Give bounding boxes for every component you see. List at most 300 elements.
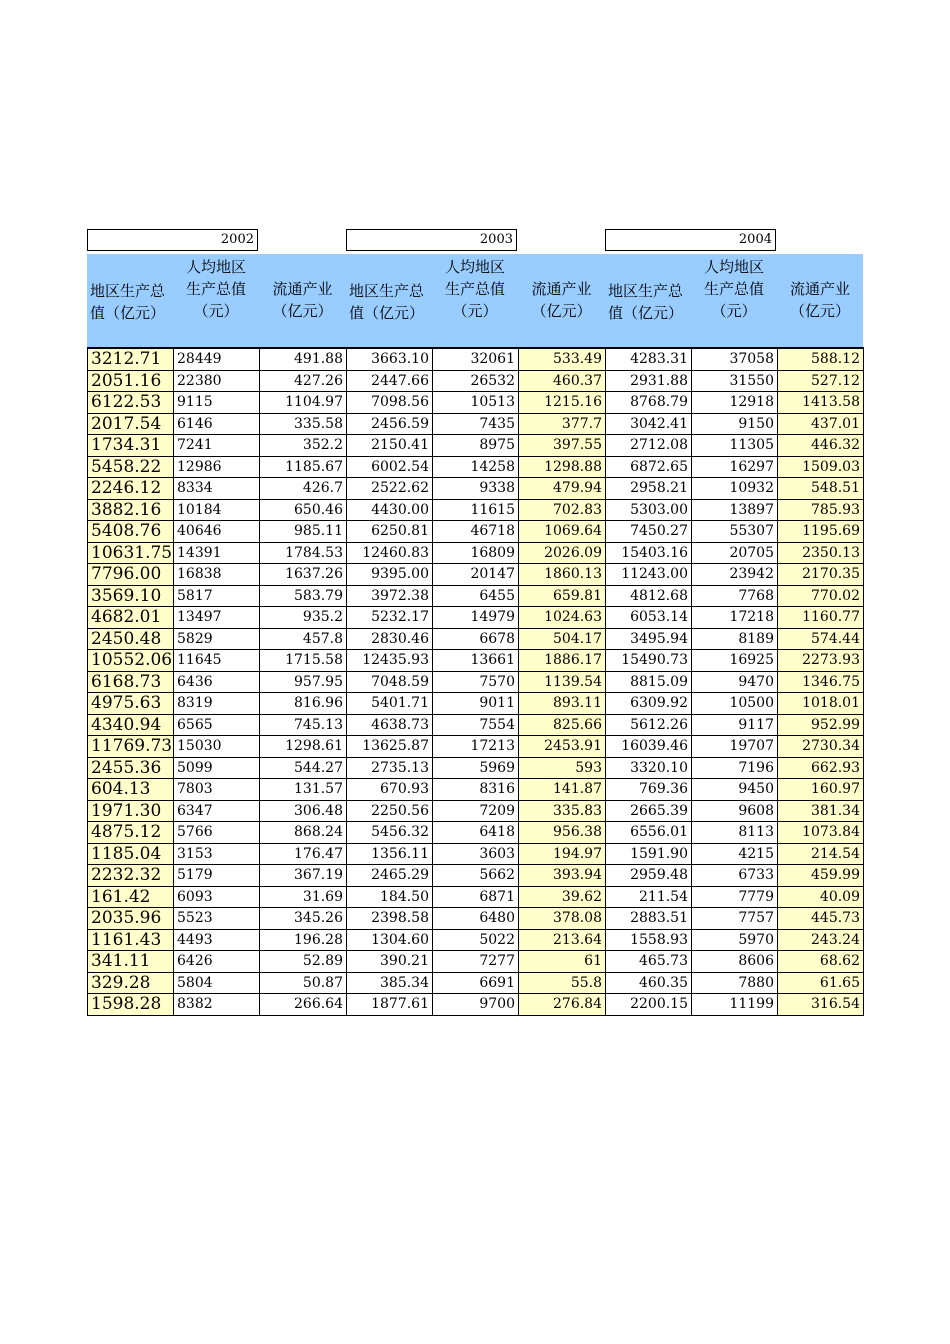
table-cell[interactable]: 4975.63: [88, 693, 174, 715]
table-cell[interactable]: 785.93: [778, 499, 864, 521]
table-cell[interactable]: 5099: [174, 757, 260, 779]
table-cell[interactable]: 7796.00: [88, 564, 174, 586]
header-gdp-2004[interactable]: [605, 254, 691, 347]
table-cell[interactable]: 769.36: [606, 779, 692, 801]
table-cell[interactable]: 31550: [692, 370, 778, 392]
table-cell[interactable]: 213.64: [519, 929, 606, 951]
table-cell[interactable]: 6691: [433, 972, 519, 994]
table-cell[interactable]: 39.62: [519, 886, 606, 908]
table-cell[interactable]: 276.84: [519, 994, 606, 1016]
table-cell[interactable]: 3495.94: [606, 628, 692, 650]
table-cell[interactable]: 491.88: [260, 348, 347, 370]
table-cell[interactable]: 593: [519, 757, 606, 779]
table-cell[interactable]: 16809: [433, 542, 519, 564]
table-cell[interactable]: 2150.41: [347, 435, 433, 457]
table-cell[interactable]: 574.44: [778, 628, 864, 650]
table-cell[interactable]: 5662: [433, 865, 519, 887]
table-cell[interactable]: 5817: [174, 585, 260, 607]
table-cell[interactable]: 479.94: [519, 478, 606, 500]
table-cell[interactable]: 2250.56: [347, 800, 433, 822]
table-cell[interactable]: 61.65: [778, 972, 864, 994]
table-cell[interactable]: 3153: [174, 843, 260, 865]
table-cell[interactable]: 7196: [692, 757, 778, 779]
table-cell[interactable]: 12986: [174, 456, 260, 478]
table-cell[interactable]: 893.11: [519, 693, 606, 715]
table-cell[interactable]: 2465.29: [347, 865, 433, 887]
table-cell[interactable]: 2456.59: [347, 413, 433, 435]
table-cell[interactable]: 46718: [433, 521, 519, 543]
table-cell[interactable]: 6426: [174, 951, 260, 973]
table-cell[interactable]: 957.95: [260, 671, 347, 693]
table-cell[interactable]: 367.19: [260, 865, 347, 887]
table-cell[interactable]: 9450: [692, 779, 778, 801]
table-cell[interactable]: 5456.32: [347, 822, 433, 844]
table-cell[interactable]: 131.57: [260, 779, 347, 801]
table-cell[interactable]: 243.24: [778, 929, 864, 951]
table-cell[interactable]: 6093: [174, 886, 260, 908]
table-cell[interactable]: 459.99: [778, 865, 864, 887]
table-cell[interactable]: 1734.31: [88, 435, 174, 457]
table-cell[interactable]: 2051.16: [88, 370, 174, 392]
table-cell[interactable]: 460.35: [606, 972, 692, 994]
table-cell[interactable]: 50.87: [260, 972, 347, 994]
table-cell[interactable]: 12460.83: [347, 542, 433, 564]
table-cell[interactable]: 437.01: [778, 413, 864, 435]
table-cell[interactable]: 6556.01: [606, 822, 692, 844]
table-cell[interactable]: 6053.14: [606, 607, 692, 629]
table-cell[interactable]: 23942: [692, 564, 778, 586]
table-cell[interactable]: 2232.32: [88, 865, 174, 887]
data-table: [87, 347, 864, 1016]
table-cell[interactable]: 55.8: [519, 972, 606, 994]
table-cell[interactable]: 604.13: [88, 779, 174, 801]
table-cell[interactable]: 8316: [433, 779, 519, 801]
table-cell[interactable]: 15490.73: [606, 650, 692, 672]
table-cell[interactable]: 588.12: [778, 348, 864, 370]
table-cell[interactable]: 397.55: [519, 435, 606, 457]
table-cell[interactable]: 9470: [692, 671, 778, 693]
table-cell[interactable]: 161.42: [88, 886, 174, 908]
table-cell[interactable]: 1971.30: [88, 800, 174, 822]
table-cell[interactable]: 316.54: [778, 994, 864, 1016]
table-cell[interactable]: 10932: [692, 478, 778, 500]
table-cell[interactable]: 14391: [174, 542, 260, 564]
table-cell[interactable]: 1346.75: [778, 671, 864, 693]
table-cell[interactable]: 6250.81: [347, 521, 433, 543]
header-per-capita-2002[interactable]: [173, 254, 259, 347]
table-cell[interactable]: 20147: [433, 564, 519, 586]
table-cell[interactable]: 2035.96: [88, 908, 174, 930]
table-cell[interactable]: 6872.65: [606, 456, 692, 478]
table-cell[interactable]: 1598.28: [88, 994, 174, 1016]
header-line: 人均地区: [444, 258, 505, 276]
table-cell[interactable]: 13497: [174, 607, 260, 629]
table-cell[interactable]: 13897: [692, 499, 778, 521]
table-cell[interactable]: 13661: [433, 650, 519, 672]
table-cell[interactable]: 702.83: [519, 499, 606, 521]
table-cell[interactable]: 8113: [692, 822, 778, 844]
table-cell[interactable]: 2026.09: [519, 542, 606, 564]
table-cell[interactable]: 1784.53: [260, 542, 347, 564]
table-cell[interactable]: 7554: [433, 714, 519, 736]
table-cell[interactable]: 11199: [692, 994, 778, 1016]
table-cell[interactable]: 160.97: [778, 779, 864, 801]
table-cell[interactable]: 352.2: [260, 435, 347, 457]
table-cell[interactable]: 7779: [692, 886, 778, 908]
table-cell[interactable]: 3882.16: [88, 499, 174, 521]
table-cell[interactable]: 9395.00: [347, 564, 433, 586]
table-cell[interactable]: 2273.93: [778, 650, 864, 672]
table-cell[interactable]: 2931.88: [606, 370, 692, 392]
table-cell[interactable]: 2447.66: [347, 370, 433, 392]
table-cell[interactable]: 9115: [174, 392, 260, 414]
table-cell[interactable]: 52.89: [260, 951, 347, 973]
table-cell[interactable]: 956.38: [519, 822, 606, 844]
table-cell[interactable]: 40.09: [778, 886, 864, 908]
table-cell[interactable]: 4682.01: [88, 607, 174, 629]
table-cell[interactable]: 40646: [174, 521, 260, 543]
table-cell[interactable]: 335.58: [260, 413, 347, 435]
table-cell[interactable]: 583.79: [260, 585, 347, 607]
table-cell[interactable]: 460.37: [519, 370, 606, 392]
table-cell[interactable]: 2200.15: [606, 994, 692, 1016]
table-cell[interactable]: 1185.04: [88, 843, 174, 865]
table-cell[interactable]: 17213: [433, 736, 519, 758]
table-cell[interactable]: 548.51: [778, 478, 864, 500]
header-circulation-2002[interactable]: [259, 254, 346, 347]
table-cell[interactable]: 8815.09: [606, 671, 692, 693]
table-cell[interactable]: 2958.21: [606, 478, 692, 500]
table-cell[interactable]: 5408.76: [88, 521, 174, 543]
table-cell[interactable]: 670.93: [347, 779, 433, 801]
table-cell[interactable]: 2170.35: [778, 564, 864, 586]
table-cell[interactable]: 61: [519, 951, 606, 973]
table-cell[interactable]: 390.21: [347, 951, 433, 973]
table-cell[interactable]: 952.99: [778, 714, 864, 736]
table-cell[interactable]: 14258: [433, 456, 519, 478]
table-cell[interactable]: 2730.34: [778, 736, 864, 758]
table-cell[interactable]: 5829: [174, 628, 260, 650]
table-cell[interactable]: 9608: [692, 800, 778, 822]
table-cell[interactable]: 3972.38: [347, 585, 433, 607]
table-cell[interactable]: 4638.73: [347, 714, 433, 736]
table-cell[interactable]: 9338: [433, 478, 519, 500]
header-line: 地区生产总: [90, 282, 166, 300]
header-per-capita-2003[interactable]: [432, 254, 518, 347]
table-cell[interactable]: 4493: [174, 929, 260, 951]
table-cell[interactable]: 2398.58: [347, 908, 433, 930]
table-cell[interactable]: 1024.63: [519, 607, 606, 629]
table-cell[interactable]: 2455.36: [88, 757, 174, 779]
table-cell[interactable]: 6565: [174, 714, 260, 736]
table-cell[interactable]: 68.62: [778, 951, 864, 973]
table-cell[interactable]: 8334: [174, 478, 260, 500]
table-cell[interactable]: 378.08: [519, 908, 606, 930]
header-line: 生产总值: [185, 280, 246, 298]
table-row: [88, 585, 864, 607]
table-cell[interactable]: 6418: [433, 822, 519, 844]
table-cell[interactable]: 8382: [174, 994, 260, 1016]
table-cell[interactable]: 1413.58: [778, 392, 864, 414]
table-cell[interactable]: 533.49: [519, 348, 606, 370]
table-cell[interactable]: 266.64: [260, 994, 347, 1016]
table-cell[interactable]: 1886.17: [519, 650, 606, 672]
table-cell[interactable]: 1356.11: [347, 843, 433, 865]
table-cell[interactable]: 1104.97: [260, 392, 347, 414]
table-cell[interactable]: 457.8: [260, 628, 347, 650]
table-cell[interactable]: 7435: [433, 413, 519, 435]
table-cell[interactable]: 7450.27: [606, 521, 692, 543]
table-cell[interactable]: 3569.10: [88, 585, 174, 607]
table-cell[interactable]: 335.83: [519, 800, 606, 822]
table-cell[interactable]: 26532: [433, 370, 519, 392]
table-cell[interactable]: 9011: [433, 693, 519, 715]
table-cell[interactable]: 7803: [174, 779, 260, 801]
table-cell[interactable]: 4283.31: [606, 348, 692, 370]
table-cell[interactable]: 2450.48: [88, 628, 174, 650]
table-cell[interactable]: 1877.61: [347, 994, 433, 1016]
table-cell[interactable]: 650.46: [260, 499, 347, 521]
table-cell[interactable]: 8189: [692, 628, 778, 650]
table-cell[interactable]: 6480: [433, 908, 519, 930]
table-cell[interactable]: 1860.13: [519, 564, 606, 586]
table-cell[interactable]: 11305: [692, 435, 778, 457]
table-cell[interactable]: 17218: [692, 607, 778, 629]
year-cell-2004[interactable]: 2004: [605, 229, 776, 251]
table-cell[interactable]: 4430.00: [347, 499, 433, 521]
table-cell[interactable]: 3663.10: [347, 348, 433, 370]
table-cell[interactable]: 5022: [433, 929, 519, 951]
table-cell[interactable]: 2522.62: [347, 478, 433, 500]
table-cell[interactable]: 10184: [174, 499, 260, 521]
table-cell[interactable]: 504.17: [519, 628, 606, 650]
table-cell[interactable]: 7768: [692, 585, 778, 607]
header-gdp-2003[interactable]: [346, 254, 432, 347]
table-cell[interactable]: 32061: [433, 348, 519, 370]
table-cell[interactable]: 6168.73: [88, 671, 174, 693]
header-gdp-2002[interactable]: [87, 254, 173, 347]
table-cell[interactable]: 6347: [174, 800, 260, 822]
table-cell[interactable]: 1069.64: [519, 521, 606, 543]
table-cell[interactable]: 5401.71: [347, 693, 433, 715]
table-cell[interactable]: 7209: [433, 800, 519, 822]
table-cell[interactable]: 5766: [174, 822, 260, 844]
table-cell[interactable]: 1715.58: [260, 650, 347, 672]
table-cell[interactable]: 6122.53: [88, 392, 174, 414]
table-cell[interactable]: 2017.54: [88, 413, 174, 435]
table-cell[interactable]: 5804: [174, 972, 260, 994]
table-cell[interactable]: 1161.43: [88, 929, 174, 951]
table-cell[interactable]: 6455: [433, 585, 519, 607]
table-cell[interactable]: 465.73: [606, 951, 692, 973]
table-cell[interactable]: 5458.22: [88, 456, 174, 478]
table-cell[interactable]: 1160.77: [778, 607, 864, 629]
table-cell[interactable]: 868.24: [260, 822, 347, 844]
table-cell[interactable]: 1591.90: [606, 843, 692, 865]
table-cell[interactable]: 15403.16: [606, 542, 692, 564]
table-cell[interactable]: 3212.71: [88, 348, 174, 370]
table-cell[interactable]: 8319: [174, 693, 260, 715]
table-cell[interactable]: 37058: [692, 348, 778, 370]
table-cell[interactable]: 5303.00: [606, 499, 692, 521]
table-cell[interactable]: 11769.73: [88, 736, 174, 758]
table-cell[interactable]: 341.11: [88, 951, 174, 973]
table-cell[interactable]: 1139.54: [519, 671, 606, 693]
table-cell[interactable]: 7277: [433, 951, 519, 973]
table-cell[interactable]: 4812.68: [606, 585, 692, 607]
table-cell[interactable]: 1509.03: [778, 456, 864, 478]
table-cell[interactable]: 2665.39: [606, 800, 692, 822]
table-cell[interactable]: 1195.69: [778, 521, 864, 543]
table-cell[interactable]: 2712.08: [606, 435, 692, 457]
table-cell[interactable]: 385.34: [347, 972, 433, 994]
table-cell[interactable]: 11645: [174, 650, 260, 672]
table-cell[interactable]: 1304.60: [347, 929, 433, 951]
header-per-capita-2004[interactable]: [691, 254, 777, 347]
table-cell[interactable]: 28449: [174, 348, 260, 370]
table-cell[interactable]: 7880: [692, 972, 778, 994]
table-cell[interactable]: 6146: [174, 413, 260, 435]
table-cell[interactable]: 5970: [692, 929, 778, 951]
header-circulation-2003[interactable]: [518, 254, 605, 347]
table-cell[interactable]: 659.81: [519, 585, 606, 607]
table-cell[interactable]: 1185.67: [260, 456, 347, 478]
table-cell[interactable]: 10513: [433, 392, 519, 414]
table-cell[interactable]: 6002.54: [347, 456, 433, 478]
table-row: [88, 822, 864, 844]
table-cell[interactable]: 6871: [433, 886, 519, 908]
table-cell[interactable]: 381.34: [778, 800, 864, 822]
table-cell[interactable]: 214.54: [778, 843, 864, 865]
table-cell[interactable]: 4215: [692, 843, 778, 865]
table-cell[interactable]: 1637.26: [260, 564, 347, 586]
table-row: [88, 908, 864, 930]
table-cell[interactable]: 16838: [174, 564, 260, 586]
table-cell[interactable]: 3320.10: [606, 757, 692, 779]
table-cell[interactable]: 1018.01: [778, 693, 864, 715]
table-cell[interactable]: 4340.94: [88, 714, 174, 736]
table-cell[interactable]: 2735.13: [347, 757, 433, 779]
year-cell-2002[interactable]: 2002: [87, 229, 258, 251]
table-cell[interactable]: 14979: [433, 607, 519, 629]
table-cell[interactable]: 1558.93: [606, 929, 692, 951]
table-cell[interactable]: 16925: [692, 650, 778, 672]
table-cell[interactable]: 2959.48: [606, 865, 692, 887]
table-cell[interactable]: 7757: [692, 908, 778, 930]
table-cell[interactable]: 5612.26: [606, 714, 692, 736]
table-cell[interactable]: 7098.56: [347, 392, 433, 414]
table-cell[interactable]: 445.73: [778, 908, 864, 930]
table-cell[interactable]: 194.97: [519, 843, 606, 865]
header-circulation-2004[interactable]: [777, 254, 863, 347]
table-cell[interactable]: 8975: [433, 435, 519, 457]
table-cell[interactable]: 544.27: [260, 757, 347, 779]
table-cell[interactable]: 2883.51: [606, 908, 692, 930]
table-cell[interactable]: 7241: [174, 435, 260, 457]
table-cell[interactable]: 2350.13: [778, 542, 864, 564]
table-cell[interactable]: 10631.75: [88, 542, 174, 564]
table-cell[interactable]: 2830.46: [347, 628, 433, 650]
table-cell[interactable]: 5179: [174, 865, 260, 887]
table-cell[interactable]: 11243.00: [606, 564, 692, 586]
table-cell[interactable]: 9117: [692, 714, 778, 736]
table-cell[interactable]: 2453.91: [519, 736, 606, 758]
table-cell[interactable]: 1298.88: [519, 456, 606, 478]
table-cell[interactable]: 13625.87: [347, 736, 433, 758]
table-cell[interactable]: 12435.93: [347, 650, 433, 672]
table-row: [88, 413, 864, 435]
table-cell[interactable]: 4875.12: [88, 822, 174, 844]
table-cell[interactable]: 427.26: [260, 370, 347, 392]
table-cell[interactable]: 306.48: [260, 800, 347, 822]
table-cell[interactable]: 141.87: [519, 779, 606, 801]
table-cell[interactable]: 8768.79: [606, 392, 692, 414]
table-cell[interactable]: 6733: [692, 865, 778, 887]
table-cell[interactable]: 985.11: [260, 521, 347, 543]
table-cell[interactable]: 12918: [692, 392, 778, 414]
table-cell[interactable]: 935.2: [260, 607, 347, 629]
table-cell[interactable]: 20705: [692, 542, 778, 564]
table-cell[interactable]: 345.26: [260, 908, 347, 930]
table-cell[interactable]: 196.28: [260, 929, 347, 951]
table-cell[interactable]: 5523: [174, 908, 260, 930]
table-cell[interactable]: 393.94: [519, 865, 606, 887]
table-cell[interactable]: 426.7: [260, 478, 347, 500]
table-cell[interactable]: 3042.41: [606, 413, 692, 435]
table-cell[interactable]: 15030: [174, 736, 260, 758]
table-cell[interactable]: 7048.59: [347, 671, 433, 693]
table-cell[interactable]: 6678: [433, 628, 519, 650]
table-cell[interactable]: 10552.06: [88, 650, 174, 672]
table-cell[interactable]: 1298.61: [260, 736, 347, 758]
table-cell[interactable]: 10500: [692, 693, 778, 715]
table-cell[interactable]: 2246.12: [88, 478, 174, 500]
table-cell[interactable]: 5969: [433, 757, 519, 779]
table-cell[interactable]: 3603: [433, 843, 519, 865]
table-cell[interactable]: 6309.92: [606, 693, 692, 715]
table-cell[interactable]: 1073.84: [778, 822, 864, 844]
table-cell[interactable]: 1215.16: [519, 392, 606, 414]
table-cell[interactable]: 770.02: [778, 585, 864, 607]
table-cell[interactable]: 19707: [692, 736, 778, 758]
table-cell[interactable]: 16039.46: [606, 736, 692, 758]
table-cell[interactable]: 377.7: [519, 413, 606, 435]
table-cell[interactable]: 7570: [433, 671, 519, 693]
table-cell[interactable]: 662.93: [778, 757, 864, 779]
table-row: [88, 865, 864, 887]
table-cell[interactable]: 16297: [692, 456, 778, 478]
table-cell[interactable]: 176.47: [260, 843, 347, 865]
table-cell[interactable]: 184.50: [347, 886, 433, 908]
table-cell[interactable]: 211.54: [606, 886, 692, 908]
year-cell-2003[interactable]: 2003: [346, 229, 517, 251]
table-cell[interactable]: 5232.17: [347, 607, 433, 629]
table-cell[interactable]: 745.13: [260, 714, 347, 736]
table-cell[interactable]: 11615: [433, 499, 519, 521]
table-cell[interactable]: 6436: [174, 671, 260, 693]
table-cell[interactable]: 9150: [692, 413, 778, 435]
table-cell[interactable]: 816.96: [260, 693, 347, 715]
table-cell[interactable]: 329.28: [88, 972, 174, 994]
table-cell[interactable]: 825.66: [519, 714, 606, 736]
table-cell[interactable]: 8606: [692, 951, 778, 973]
table-cell[interactable]: 31.69: [260, 886, 347, 908]
table-cell[interactable]: 55307: [692, 521, 778, 543]
table-cell[interactable]: 527.12: [778, 370, 864, 392]
table-cell[interactable]: 22380: [174, 370, 260, 392]
table-cell[interactable]: 9700: [433, 994, 519, 1016]
table-cell[interactable]: 446.32: [778, 435, 864, 457]
